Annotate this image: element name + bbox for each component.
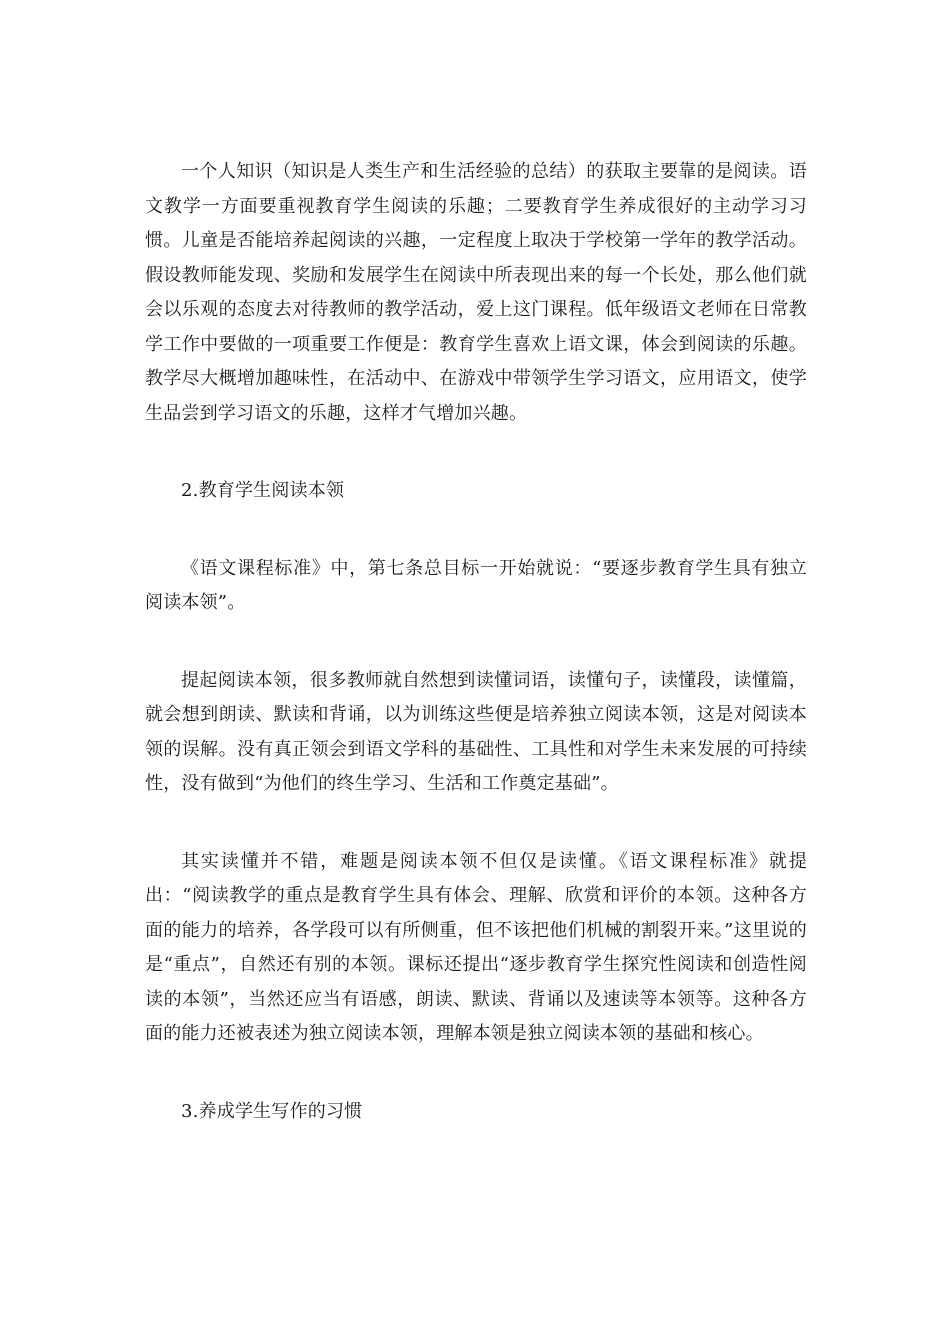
document-body <box>145 155 807 1129</box>
section-heading-reading-ability: 2.教育学生阅读本领 <box>181 480 345 501</box>
section-heading-writing-habit: 3.养成学生写作的习惯 <box>181 1100 363 1122</box>
paragraph-reading-misconception: 提起阅读本领，很多教师就自然想到读懂词语，读懂句子，读懂段，读懂篇，就会想到朗读、默读和背诵，以为训练这些便是培养独立阅读本领，这是对阅读本领的误解。没有真正领会到语文学科的基础性、工具性和对学生未来发展的可持续性，没有做到“为他们的终生学习、生活和工作奠定基础”。 <box>145 669 807 794</box>
paragraph-curriculum-standard: 《语文课程标准》中，第七条总目标一开始就说：“要逐步教育学生具有独立阅读本领”。 <box>145 557 807 613</box>
paragraph-reading-key-points: 其实读懂并不错，难题是阅读本领不但仅是读懂。《语文课程标准》就提出：“阅读教学的重点是教育学生具有体会、理解、欣赏和评价的本领。这种各方面的能力的培养，各学段可以有所侧重，但不该把他们机械的割裂开来。”这里说的是“重点”，自然还有别的本领。课标还提出“逐步教育学生探究性阅读和创造性阅读的本领”，当然还应当有语感，朗读、默读、背诵以及速读等本领等。这种各方面的能力还被表述为独立阅读本领，理解本领是独立阅读本领的基础和核心。 <box>145 850 807 1044</box>
paragraph-reading-interest: 一个人知识（知识是人类生产和生活经验的总结）的获取主要靠的是阅读。语文教学一方面要重视教育学生阅读的乐趣；二要教育学生养成很好的主动学习习惯。儿童是否能培养起阅读的兴趣，一定程度上取决于学校第一学年的教学活动。假设教师能发现、奖励和发展学生在阅读中所表现出来的每一个长处，那么他们就会以乐观的态度去对待教师的教学活动，爱上这门课程。低年级语文老师在日常教学工作中要做的一项重要工作便是：教育学生喜欢上语文课，体会到阅读的乐趣。教学尽大概增加趣味性，在活动中、在游戏中带领学生学习语文，应用语文，使学生品尝到学习语文的乐趣，这样才气增加兴趣。 <box>145 161 807 424</box>
